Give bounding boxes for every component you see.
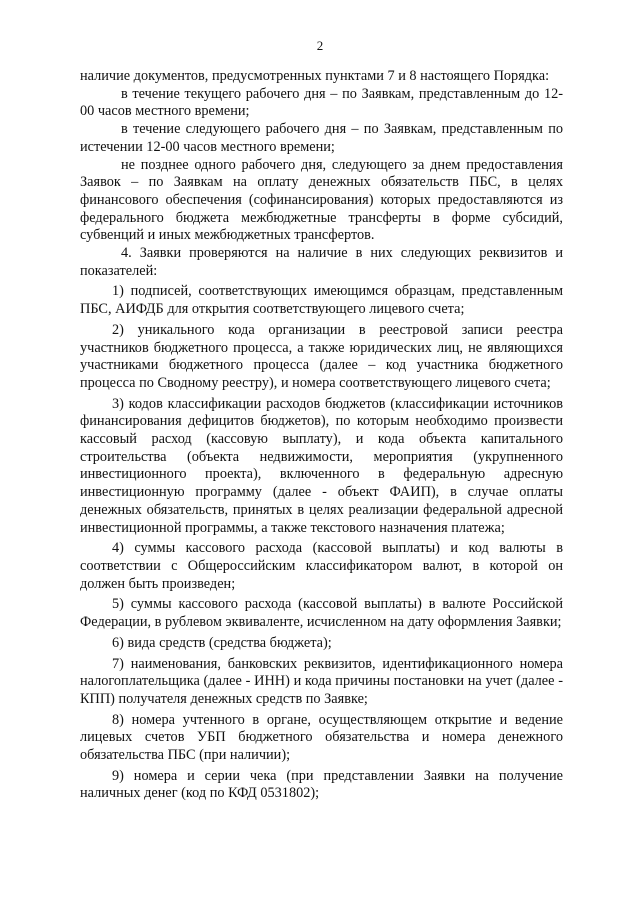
paragraph-current-day: в течение текущего рабочего дня – по Заявкам, представленным до 12-00 часов местного времени;	[80, 85, 563, 120]
paragraph-next-day: в течение следующего рабочего дня – по Заявкам, представленным по истечении 12-00 часов местного времени;	[80, 121, 563, 155]
list-item-9: 9) номера и серии чека (при представлении Заявки на получение наличных денег (код по КФД 0531802);	[80, 767, 563, 802]
paragraph-one-day: не позднее одного рабочего дня, следующего за днем предоставления Заявок – по Заявкам на оплату денежных обязательств ПБС, в целях финансового обеспечения (софинансирования) которых предоставляются из федерального бюджета межбюджетные трансферты в форме субсидий, субвенций и иных межбюджетных трансфертов.	[80, 156, 563, 244]
document-body	[80, 68, 563, 803]
paragraph-section-4: 4. Заявки проверяются на наличие в них следующих реквизитов и показателей:	[80, 245, 563, 279]
page-number: 2	[316, 38, 324, 53]
list-item-6: 6) вида средств (средства бюджета);	[112, 634, 332, 651]
list-item-8: 8) номера учтенного в органе, осуществляющем открытие и ведение лицевых счетов УБП бюджетного обязательства и номера денежного обязательства ПБС (при наличии);	[80, 711, 563, 764]
paragraph-intro: наличие документов, предусмотренных пунктами 7 и 8 настоящего Порядка:	[80, 68, 550, 84]
list-item-7: 7) наименования, банковских реквизитов, идентификационного номера налогоплательщика (далее - ИНН) и кода причины постановки на учет (далее - КПП) получателя денежных средств по Заявке;	[80, 655, 563, 707]
list-item-3: 3) кодов классификации расходов бюджетов (классификации источников финансирования дефицитов бюджетов), по которым необходимо произвести кассовый расход (кассовую выплату), и кода объекта капитального строительства (объекта недвижимости, мероприятия (укрупненного инвестиционного проекта), включенного в федеральную адресную инвестиционную программу (далее - объект ФАИП), в случае оплаты денежных обязательств, принятых в целях реализации федеральной адресной инвестиционной программы, а также текстового назначения платежа;	[80, 395, 563, 536]
list-item-1: 1) подписей, соответствующих имеющимся образцам, представленным ПБС, АИФДБ для открытия соответствующего лицевого счета;	[80, 283, 563, 318]
list-item-2: 2) уникального кода организации в реестровой записи реестра участников бюджетного процесса, а также юридических лиц, не являющихся участниками бюджетного процесса (далее – код участника бюджетного процесса по Сводному реестру), и номера соответствующего лицевого счета;	[80, 321, 563, 391]
list-item-4: 4) суммы кассового расхода (кассовой выплаты) и код валюты в соответствии с Общероссийским классификатором валют, в которой он должен быть произведен;	[80, 540, 563, 592]
list-item-5: 5) суммы кассового расхода (кассовой выплаты) в валюте Российской Федерации, в рублевом эквиваленте, исчисленном на дату оформления Заявки;	[80, 596, 563, 631]
